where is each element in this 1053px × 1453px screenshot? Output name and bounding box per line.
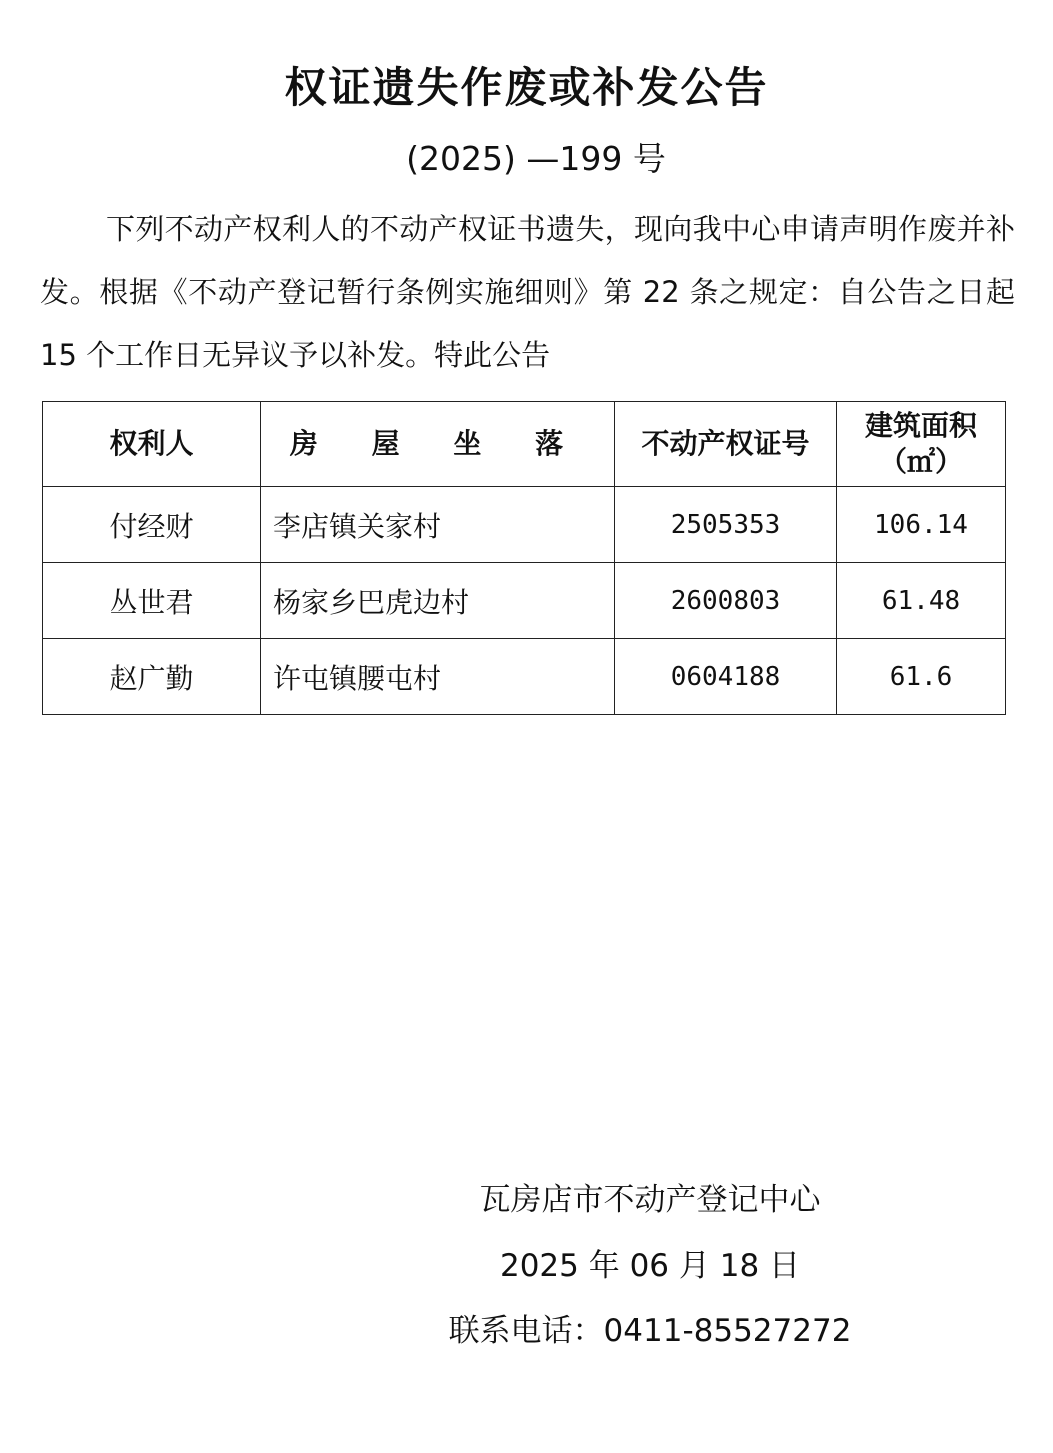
notice-body: 下列不动产权利人的不动产权证书遗失，现向我中心申请声明作废并补发。根据《不动产登记暂行条例实施细则》第 22 条之规定：自公告之日起 15 个工作日无异议予以补发。特此公告	[40, 212, 1015, 372]
header-area-label: 建筑面积	[864, 409, 977, 442]
cell-holder: 赵广勤	[43, 639, 261, 715]
table-row	[43, 639, 1006, 715]
notice-title: 权证遗失作废或补发公告	[284, 63, 769, 112]
header-area-unit: （㎡）	[878, 445, 963, 478]
table-row	[43, 563, 1006, 639]
cell-cert-no: 2600803	[615, 563, 837, 639]
cell-holder: 付经财	[43, 487, 261, 563]
table-row	[43, 487, 1006, 563]
header-location: 房 屋 坐 落	[261, 402, 615, 487]
cell-cert-no: 2505353	[615, 487, 837, 563]
cell-location: 李店镇关家村	[261, 487, 615, 563]
header-cert-no: 不动产权证号	[615, 402, 837, 487]
issuer-name: 瓦房店市不动产登记中心	[479, 1182, 821, 1218]
cell-area: 61.6	[837, 639, 1006, 715]
records-table	[42, 401, 1006, 715]
contact-phone: 联系电话：0411-85527272	[448, 1313, 852, 1349]
cell-location: 许屯镇腰屯村	[261, 639, 615, 715]
cell-area: 106.14	[837, 487, 1006, 563]
cell-holder: 丛世君	[43, 563, 261, 639]
notice-number: (2025) —199 号	[406, 139, 666, 178]
issue-date: 2025 年 06 月 18 日	[499, 1248, 801, 1284]
header-area	[837, 402, 1006, 487]
cell-location: 杨家乡巴虎边村	[261, 563, 615, 639]
cell-area: 61.48	[837, 563, 1006, 639]
table-header-row	[43, 402, 1006, 487]
header-holder: 权利人	[43, 402, 261, 487]
cell-cert-no: 0604188	[615, 639, 837, 715]
